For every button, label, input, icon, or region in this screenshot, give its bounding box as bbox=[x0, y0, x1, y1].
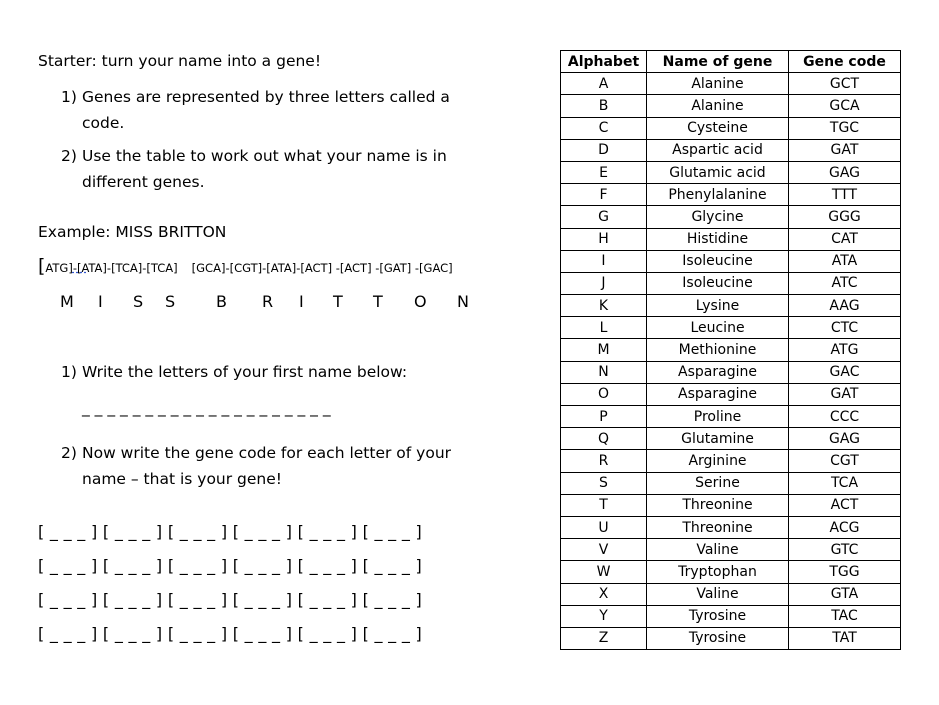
header-name-of-gene: Name of gene bbox=[647, 51, 789, 73]
example-letter: S bbox=[133, 292, 144, 311]
cell-gene-name: Glycine bbox=[647, 206, 789, 228]
table-row bbox=[561, 139, 901, 161]
cell-gene-name: Methionine bbox=[647, 339, 789, 361]
example-letter: T bbox=[333, 292, 343, 311]
table-row bbox=[561, 516, 901, 538]
cell-letter: F bbox=[561, 184, 647, 206]
table-row bbox=[561, 450, 901, 472]
cell-letter: R bbox=[561, 450, 647, 472]
task-2 bbox=[61, 440, 481, 494]
cell-gene-name: Threonine bbox=[647, 494, 789, 516]
header-alphabet: Alphabet bbox=[561, 51, 647, 73]
table-row bbox=[561, 361, 901, 383]
cell-gene-name: Isoleucine bbox=[647, 250, 789, 272]
example-title: Example: MISS BRITTON bbox=[38, 223, 227, 241]
instruction-number: 2) bbox=[61, 147, 77, 165]
cell-gene-code: TGG bbox=[789, 561, 901, 583]
cell-gene-code: GAG bbox=[789, 428, 901, 450]
cell-gene-code: GCA bbox=[789, 95, 901, 117]
table-row bbox=[561, 583, 901, 605]
cell-gene-name: Alanine bbox=[647, 73, 789, 95]
gene-code-row[interactable]: [ _ _ _ ] [ _ _ _ ] [ _ _ _ ] [ _ _ _ ] [ _ _ _ ] [ _ _ _ ] bbox=[38, 556, 423, 575]
cell-letter: E bbox=[561, 161, 647, 183]
cell-letter: G bbox=[561, 206, 647, 228]
cell-gene-code: GAG bbox=[789, 161, 901, 183]
cell-letter: I bbox=[561, 250, 647, 272]
cell-gene-code: ATC bbox=[789, 272, 901, 294]
instruction-text-line2: code. bbox=[82, 114, 125, 132]
cell-gene-name: Threonine bbox=[647, 516, 789, 538]
task-text-line1: Now write the gene code for each letter of your bbox=[82, 444, 452, 462]
cell-letter: C bbox=[561, 117, 647, 139]
task-number: 1) bbox=[61, 363, 77, 381]
cell-letter: D bbox=[561, 139, 647, 161]
cell-gene-code: CTC bbox=[789, 317, 901, 339]
cell-gene-name: Valine bbox=[647, 583, 789, 605]
annotation-mark bbox=[72, 271, 86, 274]
table-row bbox=[561, 494, 901, 516]
cell-letter: U bbox=[561, 516, 647, 538]
table-row bbox=[561, 250, 901, 272]
cell-letter: N bbox=[561, 361, 647, 383]
cell-gene-code: GTA bbox=[789, 583, 901, 605]
example-codes-part1: ATG]-[ATA]-[TCA]-[TCA] bbox=[45, 261, 178, 275]
gene-code-row[interactable]: [ _ _ _ ] [ _ _ _ ] [ _ _ _ ] [ _ _ _ ] [ _ _ _ ] [ _ _ _ ] bbox=[38, 624, 423, 643]
table-row bbox=[561, 428, 901, 450]
example-bracket: [ bbox=[38, 255, 46, 277]
cell-gene-name: Proline bbox=[647, 406, 789, 428]
cell-gene-code: ACT bbox=[789, 494, 901, 516]
example-letter: S bbox=[165, 292, 176, 311]
instruction-2 bbox=[61, 143, 481, 197]
cell-letter: S bbox=[561, 472, 647, 494]
cell-letter: X bbox=[561, 583, 647, 605]
cell-letter: O bbox=[561, 383, 647, 405]
cell-gene-code: GTC bbox=[789, 539, 901, 561]
table-row bbox=[561, 627, 901, 649]
cell-letter: Z bbox=[561, 627, 647, 649]
gene-code-table bbox=[560, 50, 901, 650]
task-number: 2) bbox=[61, 444, 77, 462]
example-letter: O bbox=[414, 292, 427, 311]
table-row bbox=[561, 73, 901, 95]
example-letter: M bbox=[60, 292, 74, 311]
cell-letter: W bbox=[561, 561, 647, 583]
table-row bbox=[561, 295, 901, 317]
cell-gene-code: TGC bbox=[789, 117, 901, 139]
cell-gene-code: CAT bbox=[789, 228, 901, 250]
table-header-row bbox=[561, 51, 901, 73]
cell-gene-name: Aspartic acid bbox=[647, 139, 789, 161]
cell-gene-name: Glutamic acid bbox=[647, 161, 789, 183]
cell-letter: H bbox=[561, 228, 647, 250]
example-letter: T bbox=[373, 292, 383, 311]
cell-gene-name: Arginine bbox=[647, 450, 789, 472]
table-row bbox=[561, 317, 901, 339]
table-row bbox=[561, 272, 901, 294]
table-body bbox=[561, 73, 901, 650]
table-row bbox=[561, 206, 901, 228]
cell-gene-name: Phenylalanine bbox=[647, 184, 789, 206]
cell-gene-name: Histidine bbox=[647, 228, 789, 250]
cell-gene-name: Tyrosine bbox=[647, 627, 789, 649]
table-row bbox=[561, 539, 901, 561]
cell-gene-code: CCC bbox=[789, 406, 901, 428]
table-row bbox=[561, 472, 901, 494]
gene-code-row[interactable]: [ _ _ _ ] [ _ _ _ ] [ _ _ _ ] [ _ _ _ ] [ _ _ _ ] [ _ _ _ ] bbox=[38, 522, 423, 541]
example-letter: B bbox=[216, 292, 227, 311]
cell-gene-code: GAT bbox=[789, 139, 901, 161]
cell-gene-code: TCA bbox=[789, 472, 901, 494]
cell-letter: A bbox=[561, 73, 647, 95]
cell-gene-code: TTT bbox=[789, 184, 901, 206]
instruction-1 bbox=[61, 84, 481, 138]
cell-gene-code: ACG bbox=[789, 516, 901, 538]
cell-letter: Q bbox=[561, 428, 647, 450]
cell-gene-name: Asparagine bbox=[647, 383, 789, 405]
cell-letter: P bbox=[561, 406, 647, 428]
table-row bbox=[561, 184, 901, 206]
cell-letter: J bbox=[561, 272, 647, 294]
table-row bbox=[561, 561, 901, 583]
example-letter: I bbox=[299, 292, 304, 311]
example-code-line bbox=[38, 255, 453, 277]
table-row bbox=[561, 117, 901, 139]
example-letter: I bbox=[98, 292, 103, 311]
table-row bbox=[561, 339, 901, 361]
cell-gene-name: Valine bbox=[647, 539, 789, 561]
table-row bbox=[561, 406, 901, 428]
cell-letter: B bbox=[561, 95, 647, 117]
cell-gene-name: Leucine bbox=[647, 317, 789, 339]
table-row bbox=[561, 383, 901, 405]
table-row bbox=[561, 161, 901, 183]
example-letter: N bbox=[457, 292, 469, 311]
example-letters bbox=[0, 292, 520, 314]
table-row bbox=[561, 95, 901, 117]
cell-gene-code: CGT bbox=[789, 450, 901, 472]
instruction-text-line1: Genes are represented by three letters called a bbox=[82, 88, 450, 106]
cell-gene-code: GAC bbox=[789, 361, 901, 383]
gene-code-row[interactable]: [ _ _ _ ] [ _ _ _ ] [ _ _ _ ] [ _ _ _ ] [ _ _ _ ] [ _ _ _ ] bbox=[38, 590, 423, 609]
cell-gene-name: Lysine bbox=[647, 295, 789, 317]
starter-heading: Starter: turn your name into a gene! bbox=[38, 52, 322, 70]
example-codes-part2: [GCA]-[CGT]-[ATA]-[ACT] -[ACT] -[GAT] -[GAC] bbox=[191, 261, 453, 275]
cell-gene-code: GGG bbox=[789, 206, 901, 228]
cell-gene-code: TAT bbox=[789, 627, 901, 649]
task-text-line2: name – that is your gene! bbox=[82, 470, 283, 488]
cell-letter: L bbox=[561, 317, 647, 339]
cell-letter: M bbox=[561, 339, 647, 361]
cell-gene-name: Glutamine bbox=[647, 428, 789, 450]
example-letter: R bbox=[262, 292, 274, 311]
cell-gene-code: GCT bbox=[789, 73, 901, 95]
header-gene-code: Gene code bbox=[789, 51, 901, 73]
instruction-text-line2: different genes. bbox=[82, 173, 205, 191]
cell-gene-code: TAC bbox=[789, 605, 901, 627]
name-letters-blank[interactable]: _ _ _ _ _ _ _ _ _ _ _ _ _ _ _ _ _ _ _ _ bbox=[82, 399, 331, 417]
table-row bbox=[561, 228, 901, 250]
cell-gene-name: Alanine bbox=[647, 95, 789, 117]
cell-letter: V bbox=[561, 539, 647, 561]
cell-gene-name: Tyrosine bbox=[647, 605, 789, 627]
cell-gene-code: AAG bbox=[789, 295, 901, 317]
table-row bbox=[561, 605, 901, 627]
cell-gene-name: Isoleucine bbox=[647, 272, 789, 294]
cell-letter: T bbox=[561, 494, 647, 516]
instruction-number: 1) bbox=[61, 88, 77, 106]
cell-gene-name: Serine bbox=[647, 472, 789, 494]
instruction-text-line1: Use the table to work out what your name is in bbox=[82, 147, 447, 165]
cell-gene-name: Cysteine bbox=[647, 117, 789, 139]
cell-gene-name: Asparagine bbox=[647, 361, 789, 383]
cell-gene-code: ATG bbox=[789, 339, 901, 361]
cell-gene-code: GAT bbox=[789, 383, 901, 405]
cell-gene-code: ATA bbox=[789, 250, 901, 272]
cell-gene-name: Tryptophan bbox=[647, 561, 789, 583]
cell-letter: K bbox=[561, 295, 647, 317]
cell-letter: Y bbox=[561, 605, 647, 627]
task-1 bbox=[61, 359, 481, 385]
task-text-line1: Write the letters of your first name below: bbox=[82, 363, 408, 381]
